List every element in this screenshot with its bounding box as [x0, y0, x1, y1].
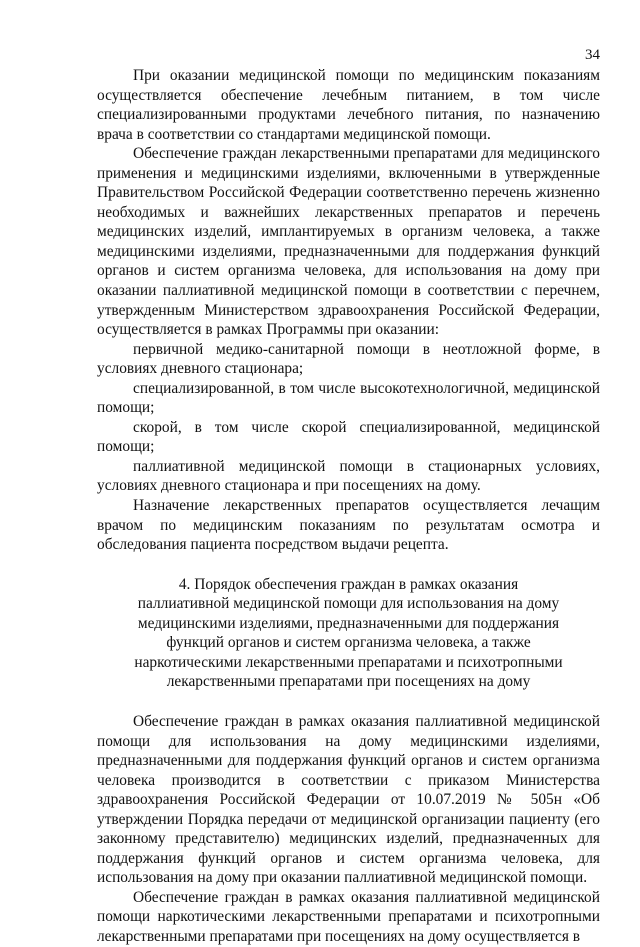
paragraph-prescription: Назначение лекарственных препаратов осуществляется лечащим врачом по медицинским показаниям по результатам осмотра и обследования пациента посредством выдачи рецепта. — [97, 497, 600, 554]
paragraph-drug-provision: Обеспечение граждан лекарственными препаратами для медицинского применения и медицинскими изделиями, включенными в утвержденные Правительством Российской Федерации соответственно перечень жизненно необходимых и важнейших лекарственных препаратов и перечень медицинских изделий, имплантируемых в организм человека, а также медицинскими изделиями, предназначенными для поддержания функций органов и систем организма человека, для использования на дому при оказании паллиативной медицинской помощи в соответствии с перечнем, утвержденным Министерством здравоохранения Российской Федерации, осуществляется в рамках Программы при оказании: — [97, 145, 600, 339]
paragraph-narcotic-drugs: Обеспечение граждан в рамках оказания паллиативной медицинской помощи наркотическими лекарственными препаратами и психотропными лекарственными препаратами при посещениях на дому осуществляется в — [97, 888, 600, 945]
document-body — [97, 66, 600, 947]
paragraph-nutrition: При оказании медицинской помощи по медицинским показаниям осуществляется обеспечение лечебным питанием, в том числе специализированными продуктами лечебного питания, по назначению врача в соответствии со стандартами медицинской помощи. — [97, 67, 600, 143]
paragraph-medical-devices: Обеспечение граждан в рамках оказания паллиативной медицинской помощи для использования на дому медицинскими изделиями, предназначенными для поддержания функций органов и систем организма человека производится в соответствии с приказом Министерства здравоохранения Российской Федерации от 10.07.2019 № 505н «Об утверждении Порядка передачи от медицинской организации пациенту (его законному представителю) медицинских изделий, предназначенных для поддержания функций органов и систем организма человека, для использования на дому при оказании паллиативной медицинской помощи. — [97, 712, 600, 887]
section-heading-line: функций органов и систем организма человека, а также — [166, 634, 531, 652]
page-number: 34 — [585, 47, 600, 63]
paragraph-primary-care: первичной медико-санитарной помощи в неотложной форме, в условиях дневного стационара; — [97, 340, 600, 378]
paragraph-emergency-care: скорой, в том числе скорой специализированной, медицинской помощи; — [97, 418, 600, 456]
section-heading-line: 4. Порядок обеспечения граждан в рамках оказания — [178, 575, 519, 593]
section-heading-line: медицинскими изделиями, предназначенными для поддержания — [137, 614, 560, 632]
section-heading — [97, 575, 600, 692]
section-heading-line: наркотическими лекарственными препаратами и психотропными — [134, 653, 563, 671]
section-heading-line: лекарственными препаратами при посещениях на дому — [166, 673, 531, 691]
paragraph-palliative-care: паллиативной медицинской помощи в стационарных условиях, условиях дневного стационара и при посещениях на дому. — [97, 457, 600, 495]
paragraph-specialized-care: специализированной, в том числе высокотехнологичной, медицинской помощи; — [97, 379, 600, 417]
section-heading-line: паллиативной медицинской помощи для использования на дому — [137, 595, 560, 613]
